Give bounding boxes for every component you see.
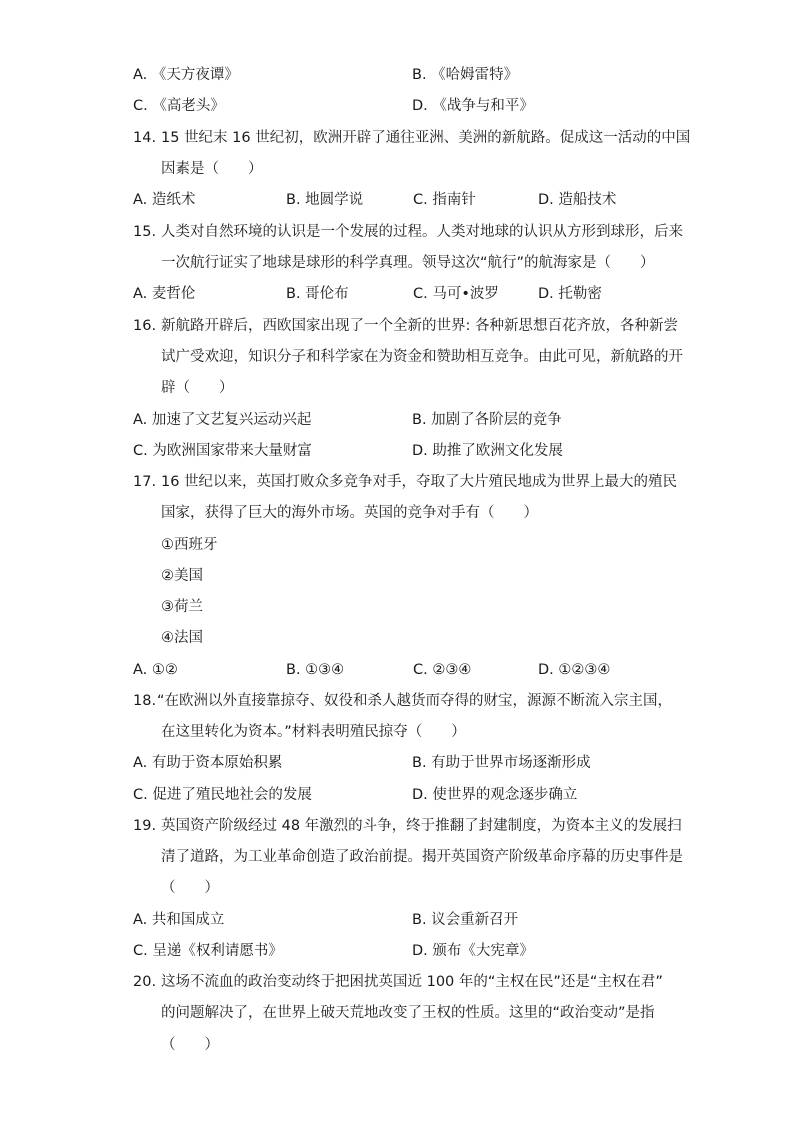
text-line: C. 为欧洲国家带来大量财富 [133,443,312,459]
text-line: 15. [133,224,157,240]
text-line: D. 颁布《大宪章》 [412,943,534,959]
text-line: 国家，获得了巨大的海外市场。英国的竞争对手有（ ） [161,505,538,521]
text-line: A. 共和国成立 [133,912,225,928]
text-line: 15 世纪末 16 世纪初，欧洲开辟了通往亚洲、美洲的新航路。促成这一活动的中国 [161,130,691,146]
text-line: B. 议会重新召开 [412,912,519,928]
text-line: A. ①② [133,662,178,678]
text-line: 这场不流血的政治变动终于把困扰英国近 100 年的“主权在民”还是“主权在君” [161,974,663,990]
text-line: ②美国 [161,568,203,584]
text-line: ①西班牙 [161,537,218,553]
text-line: 14. [133,130,157,146]
text-line: ③荷兰 [161,599,203,615]
text-line: 辟（ ） [161,380,234,396]
text-line: 新航路开辟后，西欧国家出现了一个全新的世界: 各种新思想百花齐放，各种新尝 [161,318,678,334]
text-line: D. 助推了欧洲文化发展 [412,443,563,459]
text-line: C. 指南针 [413,192,476,208]
text-line: 试广受欢迎，知识分子和科学家在为资金和赞助相互竞争。由此可见，新航路的开 [161,349,683,365]
text-line: （ ） [161,880,219,896]
text-line: A. 《天方夜谭》 [133,67,239,83]
text-line: 清了道路，为工业革命创造了政治前提。揭开英国资产阶级革命序幕的历史事件是 [161,849,683,865]
text-line: A. 加速了文艺复兴运动兴起 [133,412,312,428]
text-line: 18. [133,693,157,709]
text-line: 因素是（ ） [161,161,263,177]
text-line: A. 造纸术 [133,192,196,208]
text-line: D. 托勒密 [538,286,602,302]
text-line: C. 呈递《权利请愿书》 [133,943,283,959]
text-line: D. ①②③④ [538,662,611,678]
text-line: 一次航行证实了地球是球形的科学真理。领导这次“航行”的航海家是（ ） [161,255,655,271]
text-line: 在这里转化为资本。”材料表明殖民掠夺（ ） [161,724,466,740]
text-line: ④法国 [161,630,203,646]
text-line: B. 《哈姆雷特》 [412,67,519,83]
text-line: D. 造船技术 [538,192,617,208]
text-line: （ ） [161,1037,219,1053]
text-line: B. 加剧了各阶层的竞争 [412,412,562,428]
text-line: 人类对自然环境的认识是一个发展的过程。人类对地球的认识从方形到球形，后来 [161,224,683,240]
text-line: “在欧洲以外直接靠掠夺、奴役和杀人越货而夺得的财宝，源源不断流入宗主国， [157,693,673,709]
text-line: C. 《高老头》 [133,98,225,114]
text-line: 20. [133,974,157,990]
text-line: C. ②③④ [413,662,472,678]
text-line: D. 使世界的观念逐步确立 [412,787,578,803]
text-line: 16 世纪以来，英国打败众多竞争对手，夺取了大片殖民地成为世界上最大的殖民 [161,474,678,490]
text-line: B. 哥伦布 [286,286,349,302]
text-line: 17. [133,474,157,490]
text-line: D. 《战争与和平》 [412,98,534,114]
text-line: C. 促进了殖民地社会的发展 [133,787,312,803]
text-line: A. 有助于资本原始积累 [133,755,283,771]
text-line: 16. [133,318,157,334]
text-line: B. ①③④ [286,662,345,678]
text-line: A. 麦哲伦 [133,286,196,302]
text-line: 的问题解决了，在世界上破天荒地改变了王权的性质。这里的“政治变动”是指 [161,1005,655,1021]
text-line: 英国资产阶级经过 48 年激烈的斗争，终于推翻了封建制度，为资本主义的发展扫 [161,818,682,834]
text-line: C. 马可•波罗 [413,286,499,302]
text-line: 19. [133,818,157,834]
text-line: B. 有助于世界市场逐渐形成 [412,755,591,771]
text-line: B. 地圆学说 [286,192,364,208]
